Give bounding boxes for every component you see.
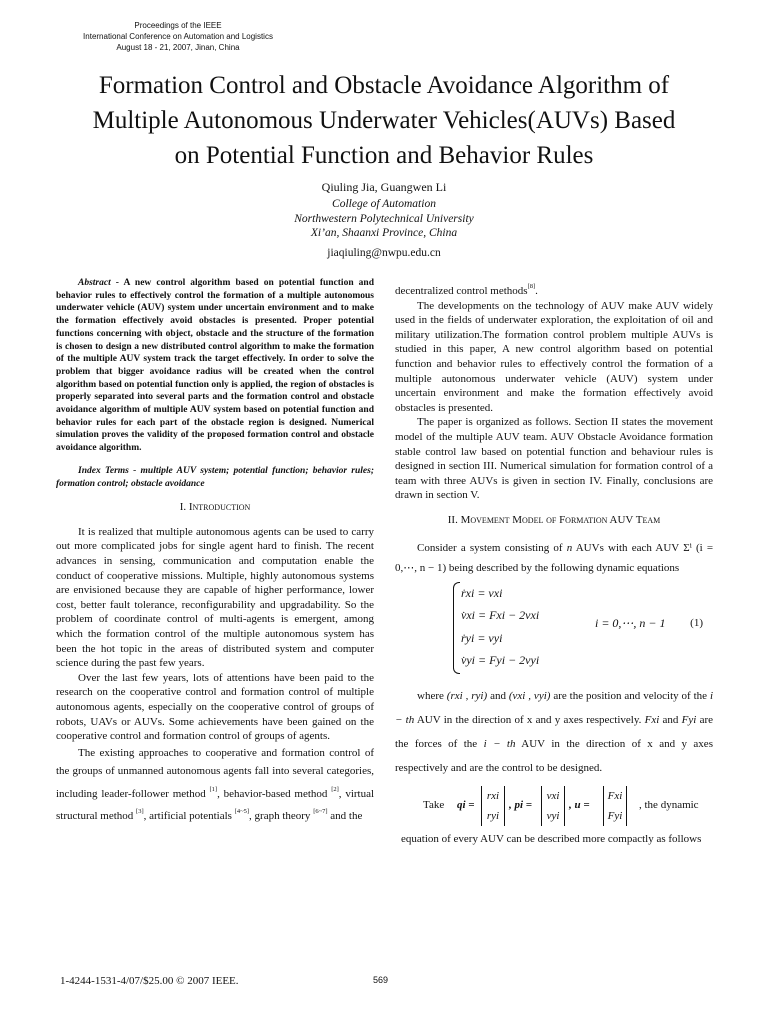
symbol-n: n xyxy=(566,541,573,554)
symbol-sigma: Σⁱ (i = 0,⋯, n − 1) xyxy=(395,541,714,574)
model-p2-e: and xyxy=(662,713,679,726)
proceedings-line: Proceedings of the IEEE xyxy=(134,21,222,30)
affiliation-line-3: Xi’an, Shaanxi Province, China xyxy=(310,227,458,239)
p-label: , pi = xyxy=(509,798,533,811)
position-vector: (rxi , ryi) xyxy=(446,689,488,702)
equation-1 xyxy=(395,582,713,678)
q-entry: rxi xyxy=(486,789,500,802)
citation-1: [1] xyxy=(209,785,218,793)
take-label: Take xyxy=(423,798,445,811)
title-line-1: Formation Control and Obstacle Avoidance Algorithm of xyxy=(98,72,670,99)
u-entry: Fxi xyxy=(607,789,623,802)
intro-p3-part-c: , virtual structural method xyxy=(56,787,375,823)
affiliation-line-1: College of Automation xyxy=(332,198,436,210)
section-1-heading xyxy=(56,500,374,515)
u-entry: Fyi xyxy=(607,809,623,822)
continuation-end: . xyxy=(535,285,538,297)
model-p2-f: are the forces of the xyxy=(395,713,714,750)
section-1-title: Introduction xyxy=(188,501,251,514)
citation-5: [6~7] xyxy=(313,808,328,816)
affiliation xyxy=(0,197,768,241)
p-vector xyxy=(541,786,565,826)
symbol-ith-2: i − th xyxy=(483,737,516,750)
abstract xyxy=(56,277,374,455)
section-2-numeral: II. xyxy=(447,513,461,526)
model-paragraph-2 xyxy=(395,684,713,780)
intro-p3-part-e: , graph theory xyxy=(249,810,311,823)
equation-brace xyxy=(453,582,460,674)
symbol-ith: i − th xyxy=(395,689,714,726)
u-label: , u = xyxy=(569,798,590,811)
intro-p3-part-d: , artificial potentials xyxy=(143,810,232,823)
continuation-text: decentralized control methods xyxy=(395,285,528,297)
title-line-2: Multiple Autonomous Underwater Vehicles(AUVs) Based xyxy=(92,107,676,134)
title-line-3: on Potential Function and Behavior Rules xyxy=(174,142,594,169)
author-email: jiaqiuling@nwpu.edu.cn xyxy=(327,247,441,259)
authors: Qiuling Jia, Guangwen Li xyxy=(321,180,447,194)
intro-p3-part-b: , behavior-based method xyxy=(217,787,328,800)
affiliation-line-2: Northwestern Polytechnical University xyxy=(294,212,474,225)
right-continuation xyxy=(395,280,713,299)
page-number: 569 xyxy=(373,975,389,985)
vector-definition xyxy=(395,786,713,830)
intro-paragraph-3 xyxy=(56,744,374,826)
velocity-vector: (vxi , vyi) xyxy=(508,689,551,702)
model-paragraph-3: equation of every AUV can be described more compactly as follows xyxy=(401,832,702,845)
equation-line: ṙxi = vxi xyxy=(461,585,503,600)
paper-title xyxy=(40,68,728,173)
intro-p3-part-f: and the xyxy=(327,810,363,823)
model-p2-d: AUV in the direction of x and y axes respectively. xyxy=(416,713,642,726)
citation-3: [3] xyxy=(136,808,144,816)
index-terms: Index Terms - multiple AUV system; potential function; behavior rules; formation control; obstacle avoidance xyxy=(56,465,374,489)
left-column xyxy=(56,277,374,826)
section-2-title: Movement Model of Formation AUV Team xyxy=(460,513,661,526)
model-p2-a: where xyxy=(417,689,444,702)
footer-isbn: 1-4244-1531-4/07/$25.00 © 2007 IEEE. xyxy=(60,975,239,987)
model-p1-a: Consider a system consisting of xyxy=(417,541,563,554)
model-p2-g: AUV in the direction of x and y axes respectively and are the control to be designed. xyxy=(395,737,713,774)
proceedings-header xyxy=(60,20,296,53)
abstract-label: Abstract xyxy=(78,278,111,288)
citation-2: [2] xyxy=(331,785,339,793)
p-entry: vyi xyxy=(546,809,560,822)
equation-line: v̇yi = Fyi − 2vyi xyxy=(461,653,540,667)
model-paragraph-1 xyxy=(395,538,713,578)
q-entry: ryi xyxy=(486,809,500,822)
q-vector xyxy=(481,786,505,826)
equation-condition: i = 0,⋯, n − 1 xyxy=(595,615,666,630)
u-vector xyxy=(603,786,627,826)
symbol-fy: Fyi xyxy=(681,713,697,726)
q-label: qi = xyxy=(457,798,475,811)
right-column xyxy=(395,280,713,846)
model-p2-c: are the position and velocity of the xyxy=(553,689,708,702)
equation-lines xyxy=(461,582,539,672)
model-p1-c: being described by the following dynamic equations xyxy=(448,561,680,574)
model-p1-b: AUVs with each AUV xyxy=(575,541,680,554)
citation-8: [8] xyxy=(527,283,536,290)
take-end: , the dynamic xyxy=(639,798,699,811)
intro-paragraph-4: The developments on the technology of AUV make AUV widely used in the fields of underwater exploration, the exploitation of oil and military utilization.The formation control problem multiple AUVs is studied in this paper, A new control algorithm based on potential function and behavior rules to effectively control the formation of a multiple autonomous underwater vehicle (AUV) system under uncertain environment and make the formation effectively avoid obstacles is presented. xyxy=(395,299,713,414)
equation-number: (1) xyxy=(690,616,703,629)
abstract-text: - A new control algorithm based on potential function and behavior rules to effectively control the formation of a multiple autonomous underwater vehicle (AUV) system under uncertain environment and to make the formation effectively avoid obstacles is presented. Proper potential functions concerning with object, obstacle and the structure of the formation is chosen to design a new distributed control algorithm to make the formation of the multiple AUV system track the target effectively. In order to solve the problem that bigger avoidance radius will be created when the control algorithm based on potential function only is applied, the region of obstacles is properly separated into several parts and the formation control and obstacle avoidance algorithm of multiple AUV system based on potential function and behavior rules for each part of the obstacle region is designed. Numerical simulation proves the validity of the proposed formation control and obstacle avoidance algorithm. xyxy=(56,278,374,454)
intro-paragraph-2: Over the last few years, lots of attentions have been paid to the research on the cooperative control and formation control of multiple autonomous agents, especially on the cooperative control of groups of robots, UAVs or AUVs. Some achievements have been gained on the cooperative control and formation control of groups of agents. xyxy=(56,671,374,743)
citation-4: [4~5] xyxy=(234,808,250,816)
section-1-numeral: I. xyxy=(179,501,189,514)
p-entry: vxi xyxy=(546,789,560,802)
intro-p3-part-a: The existing approaches to cooperative and formation control of the groups of unmanned autonomous agents fall into several categories, including leader-follower method xyxy=(56,746,374,800)
equation-line: ṙyi = vyi xyxy=(461,630,503,645)
intro-paragraph-5: The paper is organized as follows. Section II states the movement model of the multiple AUV team. AUV Obstacle Avoidance formation stable control law based on potential function and behaviour rules is designed in section III. Numerical simulation for formation control of a team with three AUVs is given in section IV. Finally, conclusions are drawn in section V. xyxy=(395,416,713,502)
conference-line: International Conference on Automation and Logistics xyxy=(83,32,273,41)
symbol-fx: Fxi xyxy=(644,713,660,726)
section-2-heading xyxy=(395,513,713,528)
date-place-line: August 18 - 21, 2007, Jinan, China xyxy=(116,43,240,52)
equation-line: v̇xi = Fxi − 2vxi xyxy=(461,608,540,622)
intro-paragraph-1: It is realized that multiple autonomous agents can be used to carry out more complicated jobs for single agent hard to finish. The recent advances in sensing, communication and computation enable the conduct of cooperative missions. Multiple, highly autonomous systems are envisioned because they are capable of higher performance, lower cost, better fault tolerance, reconfigurability and upgradability. So the problem of coordinate control of multi-agents is emergent, among which the formation control of the multiple autonomous system has been the hot topic in the areas of distributed system and computer science during the past few years. xyxy=(56,525,374,670)
model-p2-b: and xyxy=(490,689,506,702)
